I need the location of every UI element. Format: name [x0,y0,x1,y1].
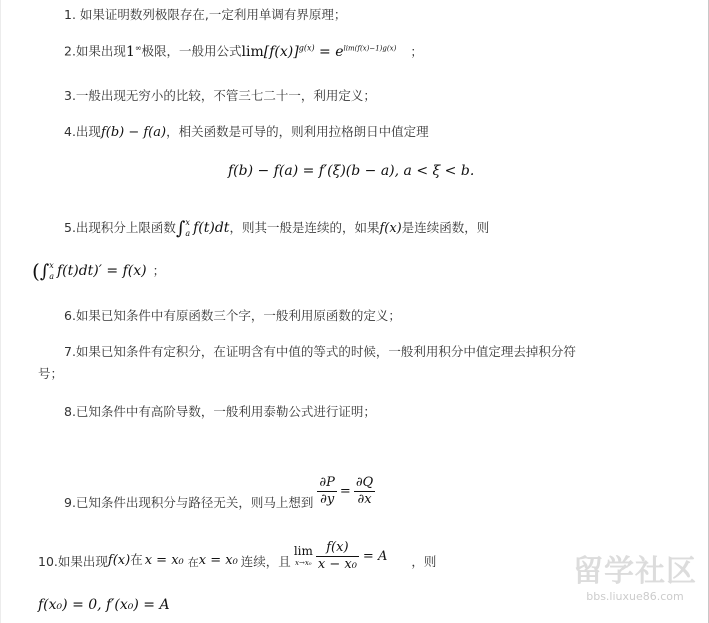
infinity-sup: ∞ [134,43,142,52]
item-5-fx: f(x) [379,221,402,236]
item-3-text: 3.一般出现无穷小的比较，不管三七二十一，利用定义； [64,88,376,103]
item-10-mid: 连续，且 [240,554,291,569]
item-2 [64,40,423,60]
item-8-text: 8.已知条件中有高阶导数，一般利用泰勒公式进行证明； [64,404,376,419]
item-10-pt-a: x = x₀ [144,553,184,568]
item-10-in-b: 在 [187,556,199,569]
integral-derivative-formula [32,260,165,282]
item-9 [64,471,375,523]
limit-denominator: x − x₀ [317,557,357,572]
upper-bound-2: x [49,261,54,270]
item-7 [64,344,576,360]
integral-sign: ∫ [175,218,186,239]
lagrange-formula [228,163,474,179]
lagrange-display: f(b) − f(a) = f′(ξ)(b − a), a < ξ < b. [228,163,475,179]
item-7-line-2: 号； [38,366,64,381]
eq-e: = e [314,43,344,60]
fx-bracket: [f(x)] [263,43,299,60]
upper-bound: x [185,218,190,227]
equals: = [339,483,351,499]
item-7-wrap [38,366,63,382]
integral-derivative-display [32,259,147,283]
derivative-expr: f(t)dt)′ = f(x) [56,263,147,279]
item-4-suffix: ，相关函数是可导的，则利用拉格朗日中值定理 [166,124,429,139]
lim-subscript: x→x₀ [295,558,312,567]
integral-upper-limit [175,218,230,239]
item-10-fx: f(x) [107,553,131,568]
item-5-prefix: 5.出现积分上限函数 [64,220,176,235]
item-2-mid: 极限，一般用公式 [141,43,242,59]
item-7-line-1: 7.如果已知条件有定积分，在证明含有中值的等式的时候，一般利用积分中值定理去掉积分符 [64,344,576,359]
left-border [0,0,1,623]
item-10-result [38,597,170,613]
item-1 [64,7,346,23]
partial-p-fraction [317,475,336,508]
item-5-suffix-b: 是连续函数，则 [401,220,490,235]
item-4-prefix: 4.出现 [64,124,101,139]
one-infinity [126,44,142,60]
item-5 [64,217,489,239]
e-exponent: lim(f(x)−1)g(x) [343,44,397,52]
integral-bounds [185,217,190,239]
item-10-prefix: 10.如果出现 [38,554,108,569]
partial-q: ∂Q [355,475,374,490]
gx-exponent: g(x) [298,43,315,52]
integrand: f(t)dt [193,220,230,236]
item-9-prefix: 9.已知条件出现积分与路径无关，则马上想到 [64,495,314,510]
item-4 [64,124,429,141]
result-formula: f(x₀) = 0, f′(x₀) = A [38,597,170,613]
lower-bound: a [185,229,191,238]
integral-bounds-2 [49,260,54,282]
lim-label: lim [293,543,313,558]
watermark-logo-text: 留学社区 [573,554,697,589]
item-5-tail: ； [152,263,166,278]
one: 1 [125,43,135,60]
item-10-pt-b: x = x₀ [198,553,238,568]
lim-block [294,545,313,569]
partial-x: ∂x [357,492,372,507]
item-6-text: 6.如果已知条件中有原函数三个字，一般利用原函数的定义； [64,308,401,323]
item-5-suffix-a: ，则其一般是连续的，如果 [229,220,380,235]
item-10-in-a: 在 [130,552,143,567]
partial-p: ∂P [319,475,335,490]
item-6 [64,308,401,324]
item-4-math: f(b) − f(a) [100,125,167,140]
limit-formula [242,44,397,60]
partial-q-fraction [354,475,375,508]
item-2-suffix: ； [410,43,423,59]
watermark [573,546,697,603]
item-2-prefix: 2.如果出现 [64,43,126,59]
item-10-suffix: ，则 [411,554,437,569]
lower-bound-2: a [49,272,54,281]
item-3 [64,88,376,104]
integral-sign-2: ∫ [39,261,50,282]
limit-equals-a: = A [362,548,388,564]
open-paren: ( [32,259,40,283]
partial-y: ∂y [320,492,335,507]
watermark-url: bbs.liuxue86.com [586,590,684,603]
item-8 [64,404,376,420]
limit-numerator: f(x) [316,540,359,557]
limit-fraction [316,540,359,573]
lim: lim [241,43,264,60]
item-10 [38,536,436,583]
item-1-text: 1. 如果证明数列极限存在,一定利用单调有界原理； [64,7,347,22]
